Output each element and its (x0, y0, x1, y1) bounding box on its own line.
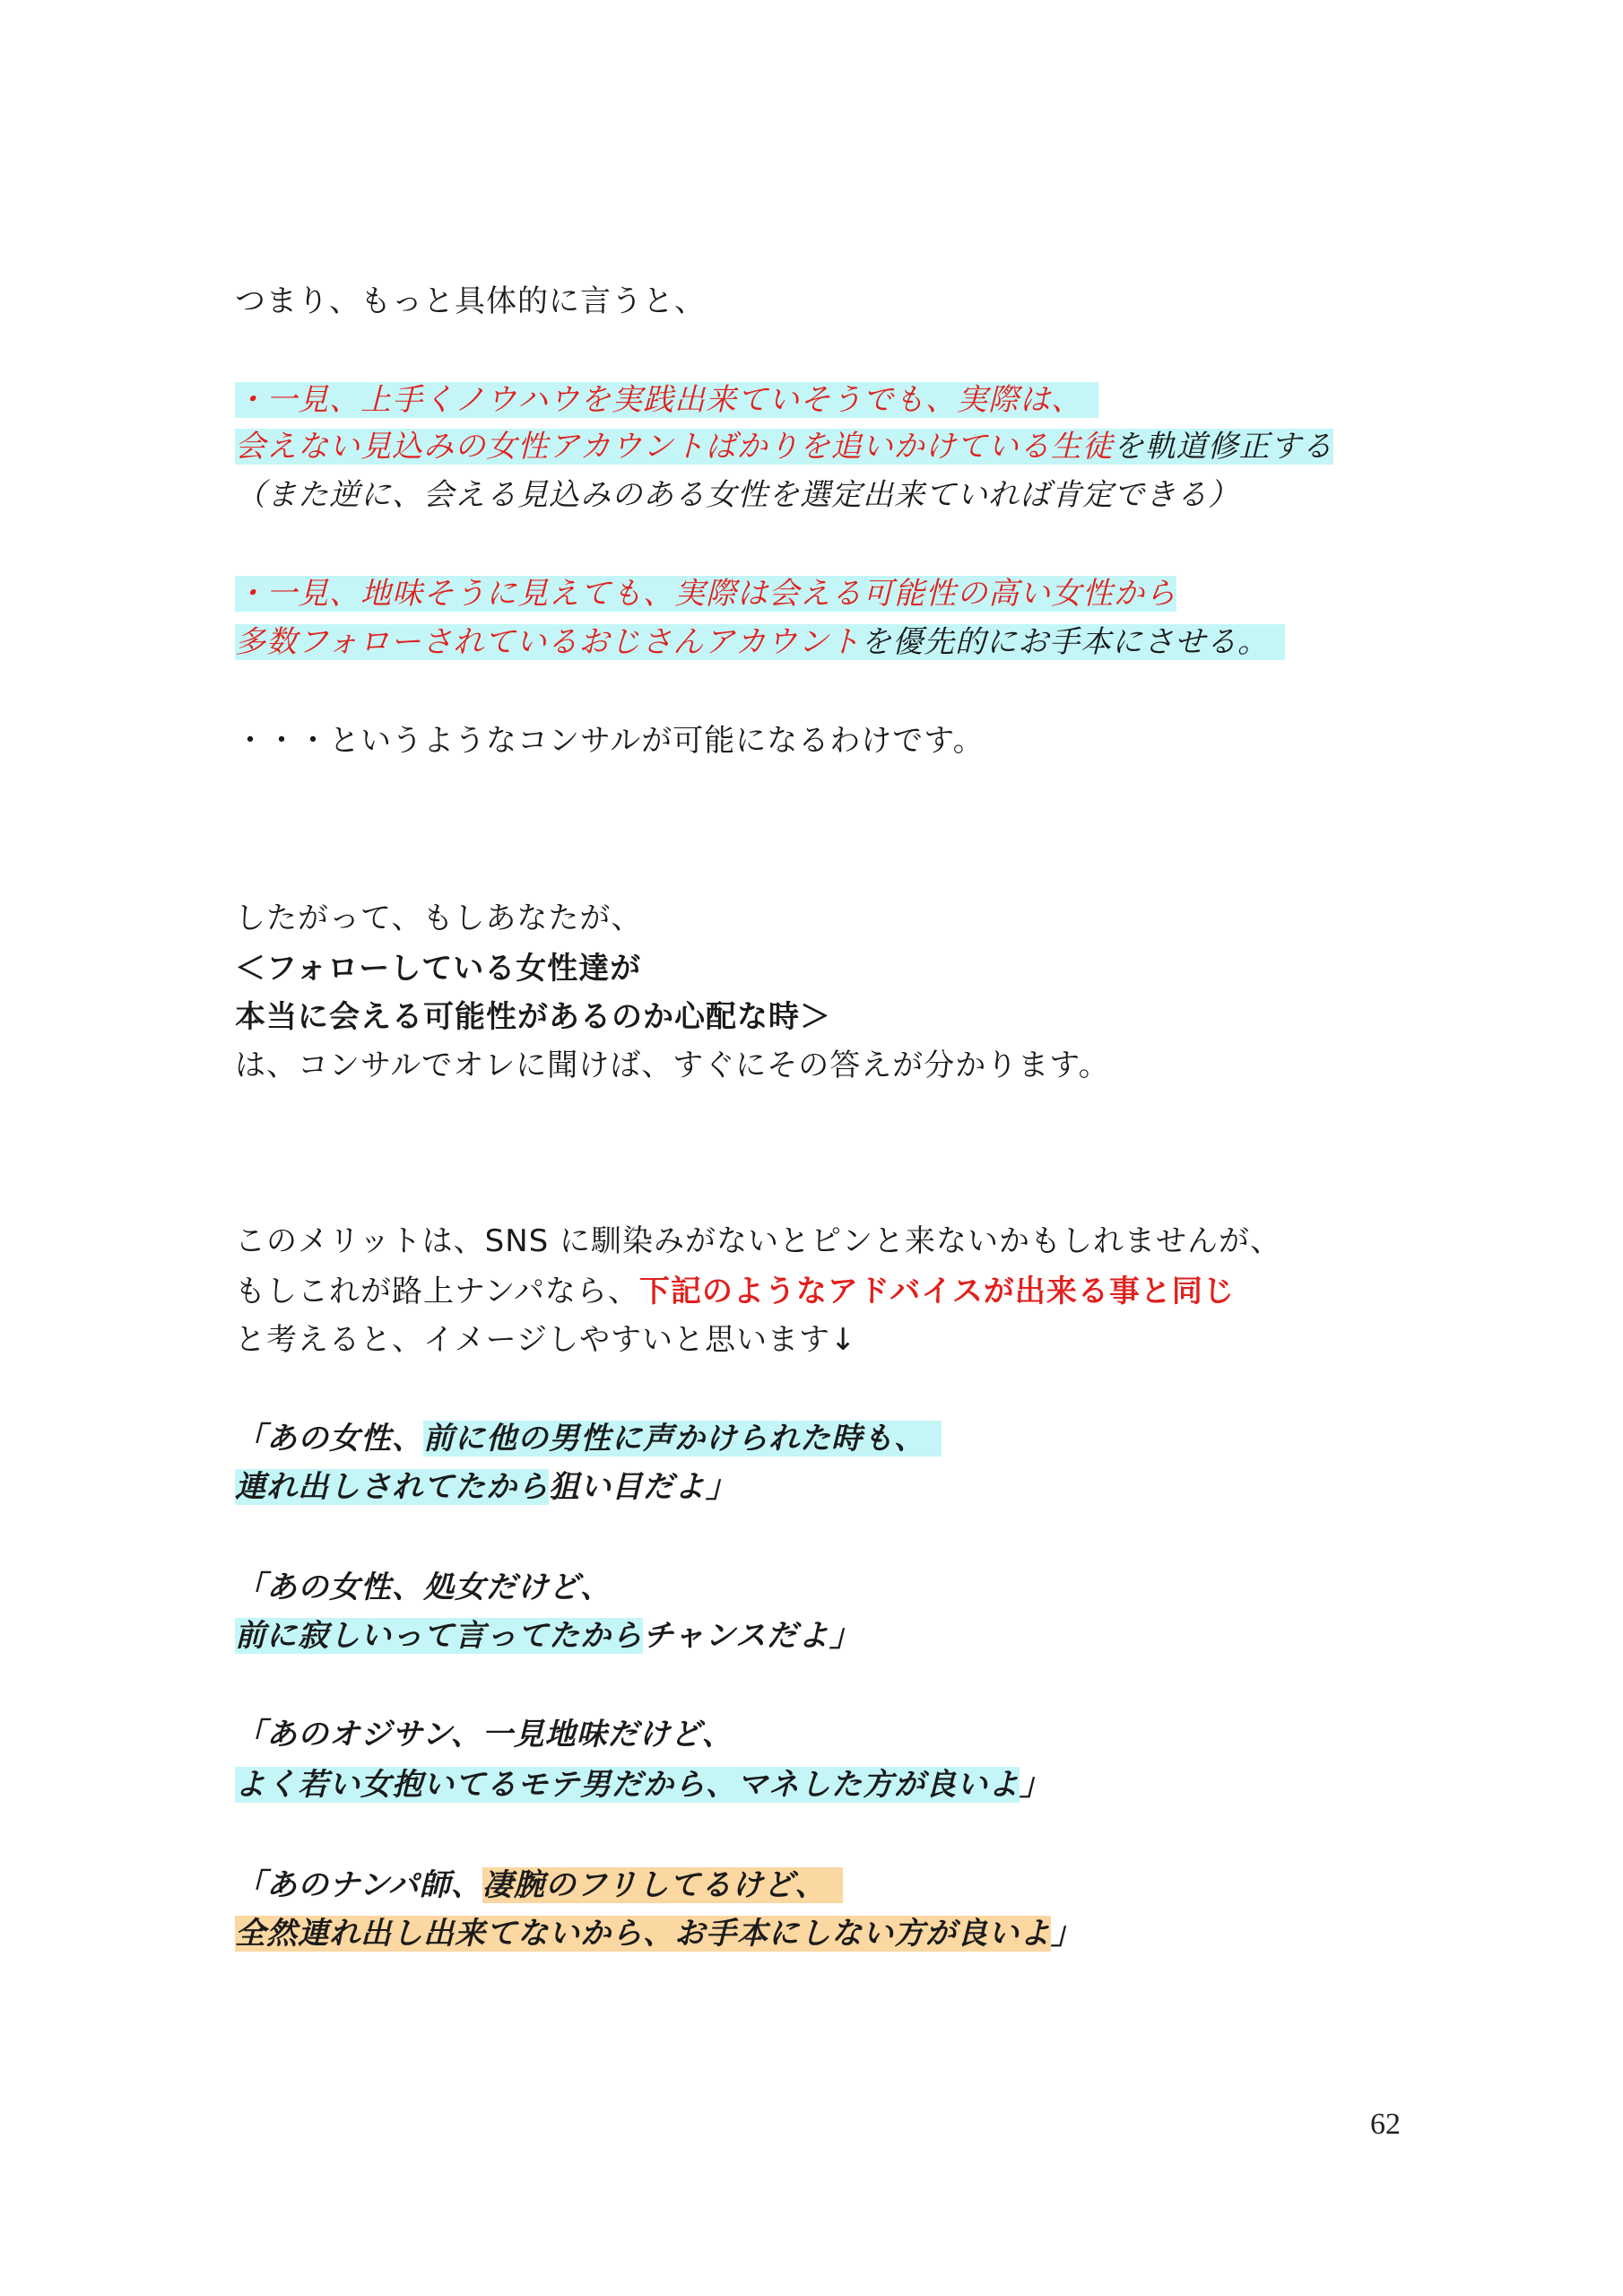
para3-line2 (235, 1266, 1235, 1317)
quote2-line2 (235, 1611, 861, 1661)
para3-line3: と考えると、イメージしやすいと思います↓ (235, 1322, 857, 1358)
quote4-line2-hl: 全然連れ出し出来てないから、お手本にしない方が良いよ (235, 1916, 1051, 1952)
quote3-line2-plain: 」 (1020, 1767, 1051, 1803)
quote1-line1 (235, 1413, 942, 1464)
point2-line1 (235, 569, 1176, 619)
quote4-line1-hl: 凄腕のフリしてるけど、 (482, 1867, 843, 1903)
para2-line4: は、コンサルでオレに聞けば、すぐにその答えが分かります。 (235, 1048, 1110, 1083)
point2-line1-text: ・一見、地味そうに見えても、実際は会える可能性の高い女性から (235, 576, 1176, 612)
para3-line2-plain: もしこれが路上ナンパなら、 (235, 1274, 639, 1309)
quote4-line1-plain: 「あのナンパ師、 (235, 1867, 482, 1903)
consult-text: ・・・というようなコンサルが可能になるわけです。 (235, 723, 985, 759)
point1-line2 (235, 422, 1333, 472)
intro-text: つまり、もっと具体的に言うと、 (235, 283, 706, 319)
point1-line3: （また逆に、会える見込みのある女性を選定出来ていれば肯定できる） (235, 477, 1239, 513)
point2-line2-rest: を優先的にお手本にさせる。 (860, 624, 1269, 660)
quote3-line2-hl: よく若い女抱いてるモテ男だから、マネした方が良いよ (235, 1767, 1020, 1803)
quote3-line2 (235, 1760, 1051, 1810)
point1-line1 (235, 375, 1098, 425)
point2-line2-red: 多数フォローされているおじさんアカウント (235, 624, 861, 660)
point1-line2-red: 会えない見込みの女性アカウントばかりを追いかけている生徒 (235, 429, 1114, 465)
point1-line2-rest: を軌道修正する (1113, 429, 1333, 465)
quote2-line1: 「あの女性、処女だけど、 (235, 1570, 612, 1605)
page-number: 62 (1370, 2108, 1401, 2141)
para2-line3: 本当に会える可能性があるのか心配な時＞ (235, 999, 831, 1035)
para3-line1: このメリットは、SNS に馴染みがないとピンと来ないかもしれませんが、 (235, 1223, 1282, 1259)
quote1-line2-plain: 狙い目だよ」 (549, 1469, 737, 1505)
para2-line1: したがって、もしあなたが、 (235, 900, 643, 936)
quote2-line2-plain: チャンスだよ」 (643, 1618, 861, 1654)
quote1-line2-hl: 連れ出しされてたから (235, 1469, 549, 1505)
point1-line1-text: ・一見、上手くノウハウを実践出来ていそうでも、実際は、 (235, 382, 1098, 418)
quote4-line2 (235, 1909, 1082, 1959)
quote4-line1 (235, 1860, 843, 1910)
point2-line2 (235, 617, 1285, 667)
quote1-line1-plain: 「あの女性、 (235, 1421, 423, 1457)
quote2-line2-hl: 前に寂しいって言ってたから (235, 1618, 643, 1654)
quote3-line1: 「あのオジサン、一見地味だけど、 (235, 1717, 733, 1752)
para2-line2: ＜フォローしている女性達が (235, 951, 642, 987)
para3-line2-red: 下記のようなアドバイスが出来る事と同じ (638, 1274, 1235, 1309)
quote4-line2-plain: 」 (1051, 1916, 1082, 1952)
quote1-line2 (235, 1462, 737, 1512)
quote1-line1-hl: 前に他の男性に声かけられた時も、 (423, 1421, 942, 1457)
